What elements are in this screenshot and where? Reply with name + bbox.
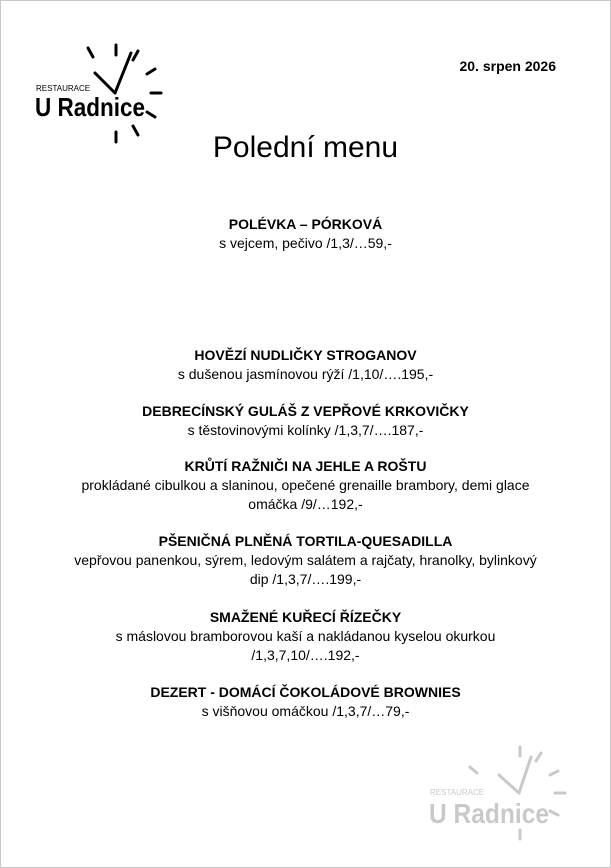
logo-watermark-small-text: RESTAURACE bbox=[430, 788, 485, 797]
menu-item-goulash bbox=[41, 402, 570, 440]
menu-item-desc: /1,3,7,10/….192,- bbox=[251, 647, 360, 663]
menu-item-desc: dip /1,3,7/….199,- bbox=[249, 571, 362, 587]
menu-item-name: POLÉVKA – PÓRKOVÁ bbox=[228, 216, 383, 232]
menu-item-name: HOVĚZÍ NUDLIČKY STROGANOV bbox=[194, 347, 417, 363]
menu-item-desc: s dušenou jasmínovou rýží /1,10/….195,- bbox=[177, 366, 434, 382]
menu-item-skewer bbox=[41, 457, 570, 514]
menu-item-desc: omáčka /9/…192,- bbox=[248, 496, 363, 512]
logo-big-text: U Radnice bbox=[35, 92, 145, 122]
menu-item-desc: s máslovou bramborovou kaší a nakládanou kyselou okurkou bbox=[115, 628, 496, 644]
menu-item-desc: prokládané cibulkou a slaninou, opečené grenaille brambory, demi glace bbox=[81, 477, 530, 493]
menu-item-desc: s višňovou omáčkou /1,3,7/…79,- bbox=[201, 703, 410, 719]
page-title: Polední menu bbox=[212, 131, 399, 164]
restaurant-logo-watermark bbox=[425, 743, 575, 843]
menu-item-soup bbox=[41, 215, 570, 253]
menu-item-dessert bbox=[41, 683, 570, 721]
menu-item-name: KRŮTÍ RAŽNIČI NA JEHLE A ROŠTU bbox=[184, 458, 427, 474]
menu-item-desc: s těstovinovými kolínky /1,3,7/….187,- bbox=[187, 422, 424, 438]
logo-small-text: RESTAURACE bbox=[36, 84, 91, 93]
menu-date: 20. srpen 2026 bbox=[459, 58, 556, 74]
menu-item-name: SMAŽENÉ KUŘECÍ ŘÍZEČKY bbox=[209, 609, 402, 625]
menu-item-name: DEBRECÍNSKÝ GULÁŠ Z VEPŘOVÉ KRKOVIČKY bbox=[142, 403, 469, 419]
menu-item-name: PŠENIČNÁ PLNĚNÁ TORTILA-QUESADILLA bbox=[158, 533, 453, 549]
menu-item-stroganov bbox=[41, 346, 570, 384]
clock-logo-watermark-icon bbox=[425, 743, 575, 843]
menu-item-desc: vepřovou panenkou, sýrem, ledovým salátem a rajčaty, hranolky, bylinkový bbox=[74, 552, 537, 568]
menu-item-name: DEZERT - DOMÁCÍ ČOKOLÁDOVÉ BROWNIES bbox=[150, 684, 461, 700]
logo-watermark-big-text: U Radnice bbox=[429, 798, 549, 829]
menu-item-schnitzel bbox=[41, 608, 570, 665]
menu-item-quesadilla bbox=[41, 532, 570, 589]
menu-item-desc: s vejcem, pečivo /1,3/…59,- bbox=[219, 235, 392, 251]
